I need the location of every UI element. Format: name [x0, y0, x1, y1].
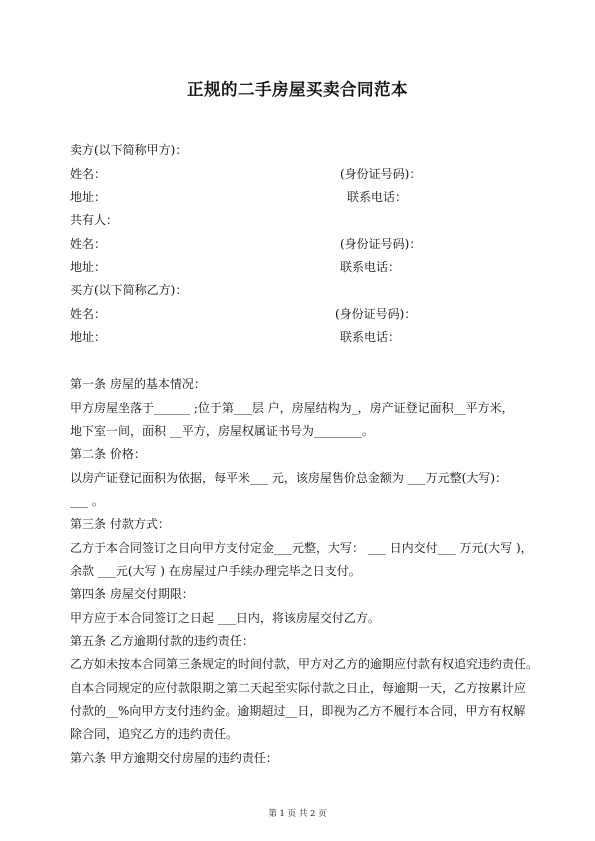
buyer-heading: 买方(以下简称乙方)：	[70, 283, 188, 297]
buyer-name-label: 姓名：	[70, 307, 107, 321]
article-6-heading: 第六条 甲方逾期交付房屋的违约责任：	[70, 751, 278, 765]
article-2-text: ___ 。	[70, 494, 104, 508]
article-1-heading: 第一条 房屋的基本情况：	[70, 377, 206, 391]
page-number: 第 1 页 共 2 页	[268, 809, 327, 819]
article-3-text: 乙方于本合同签订之日向甲方支付定金___元整，大写： ___ 日内交付___ 万元(大写 )，	[70, 541, 533, 555]
article-5-text: 除合同，追究乙方的违约责任。	[70, 727, 239, 741]
buyer-phone-label: 联系电话：	[340, 330, 401, 344]
article-5-text: 付款的__%向甲方支付违约金。逾期超过__日，即视为乙方不履行本合同，甲方有权解	[70, 704, 526, 718]
seller-address-label: 地址：	[70, 190, 107, 204]
co-owner-name-label: 姓名：	[70, 237, 107, 251]
co-owner-address-label: 地址：	[70, 260, 107, 274]
buyer-address-label: 地址：	[70, 330, 107, 344]
article-1-text: 地下室一间，面积 __平方，房屋权属证书号为________。	[70, 424, 374, 438]
co-owner-phone-label: 联系电话：	[340, 260, 401, 274]
seller-heading: 卖方(以下简称甲方)：	[70, 143, 188, 157]
article-3-heading: 第三条 付款方式：	[70, 517, 170, 531]
article-5-text: 乙方如未按本合同第三条规定的时间付款，甲方对乙方的逾期应付款有权追究违约责任。	[70, 657, 539, 671]
article-1-text: 甲方房屋坐落于______ ;位于第___层 户，房屋结构为_，房产证登记面积__平方米，	[70, 401, 514, 415]
article-4-heading: 第四条 房屋交付期限：	[70, 587, 194, 601]
article-5-text: 自本合同规定的应付款限期之第二天起至实际付款之日止，每逾期一天，乙方按累计应	[70, 681, 527, 695]
article-5-heading: 第五条 乙方逾期付款的违约责任：	[70, 634, 254, 648]
document-title: 正规的二手房屋买卖合同范本	[187, 80, 408, 99]
co-owner-heading: 共有人：	[70, 213, 119, 227]
co-owner-id-label: (身份证号码)：	[340, 237, 422, 251]
article-3-text: 余款 ___元(大写 ) 在房屋过户手续办理完毕之日支付。	[70, 564, 361, 578]
seller-phone-label: 联系电话：	[347, 190, 408, 204]
seller-name-label: 姓名：	[70, 167, 107, 181]
article-2-heading: 第二条 价格：	[70, 447, 146, 461]
buyer-id-label: (身份证号码)：	[335, 307, 417, 321]
article-2-text: 以房产证登记面积为依据，每平米___ 元，该房屋售价总金额为 ___万元整(大写)：	[70, 471, 507, 485]
seller-id-label: (身份证号码)：	[340, 167, 422, 181]
article-4-text: 甲方应于本合同签订之日起 ___日内，将该房屋交付乙方。	[70, 611, 380, 625]
